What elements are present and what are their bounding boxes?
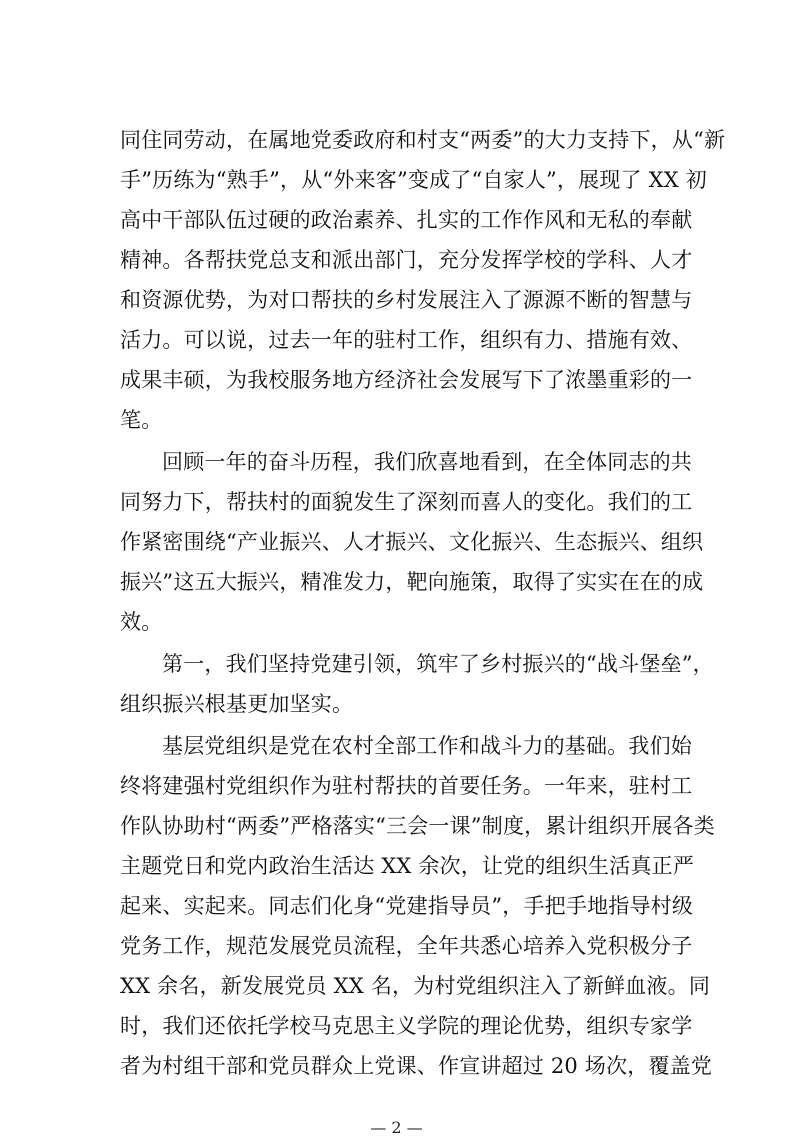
text-line: 效。	[120, 610, 163, 634]
text-line: 终将建强村党组织作为驻村帮扶的首要任务。一年来，驻村工	[120, 774, 693, 798]
text-line: 起来、实起来。同志们化身“党建指导员”，手把手地指导村级	[120, 894, 694, 918]
text-line: 基层党组织是党在农村全部工作和战斗力的基础。我们始	[162, 734, 692, 758]
text-line: 作紧密围绕“产业振兴、人才振兴、文化振兴、生态振兴、组织	[120, 530, 704, 554]
text-line: 同努力下，帮扶村的面貌发生了深刻而喜人的变化。我们的工	[120, 490, 693, 514]
text-line: 第一，我们坚持党建引领，筑牢了乡村振兴的“战斗堡垒”，	[162, 652, 714, 676]
page-number: — 2 —	[370, 1118, 423, 1137]
text-line: 手”历练为“熟手”，从“外来客”变成了“自家人”，展现了 XX 初	[120, 168, 707, 192]
text-line: 高中干部队伍过硬的政治素养、扎实的工作作风和无私的奉献	[120, 208, 693, 232]
text-line: 党务工作，规范发展党员流程，全年共悉心培养入党积极分子	[120, 934, 693, 958]
text-line: 同住同劳动，在属地党委政府和村支“两委”的大力支持下，从“新	[120, 128, 726, 152]
text-line: XX 余名，新发展党员 XX 名，为村党组织注入了新鲜血液。同	[120, 974, 711, 998]
text-line: 时，我们还依托学校马克思主义学院的理论优势，组织专家学	[120, 1014, 693, 1038]
text-line: 活力。可以说，过去一年的驻村工作，组织有力、措施有效、	[120, 328, 693, 352]
text-line: 作队协助村“两委”严格落实“三会一课”制度，累计组织开展各类	[120, 814, 715, 838]
text-line: 成果丰硕，为我校服务地方经济社会发展写下了浓墨重彩的一	[120, 368, 693, 392]
text-line: 振兴”这五大振兴，精准发力，靶向施策，取得了实实在在的成	[120, 570, 704, 594]
text-line: 笔。	[120, 408, 163, 432]
text-line: 精神。各帮扶党总支和派出部门，充分发挥学校的学科、人才	[120, 248, 693, 272]
text-line: 和资源优势，为对口帮扶的乡村发展注入了源源不断的智慧与	[120, 288, 693, 312]
text-line: 主题党日和党内政治生活达 XX 余次，让党的组织生活真正严	[120, 854, 695, 878]
text-line: 者为村组干部和党员群众上党课、作宣讲超过 20 场次，覆盖党	[120, 1054, 713, 1078]
text-line: 回顾一年的奋斗历程，我们欣喜地看到，在全体同志的共	[162, 450, 692, 474]
text-line: 组织振兴根基更加坚实。	[120, 692, 354, 716]
